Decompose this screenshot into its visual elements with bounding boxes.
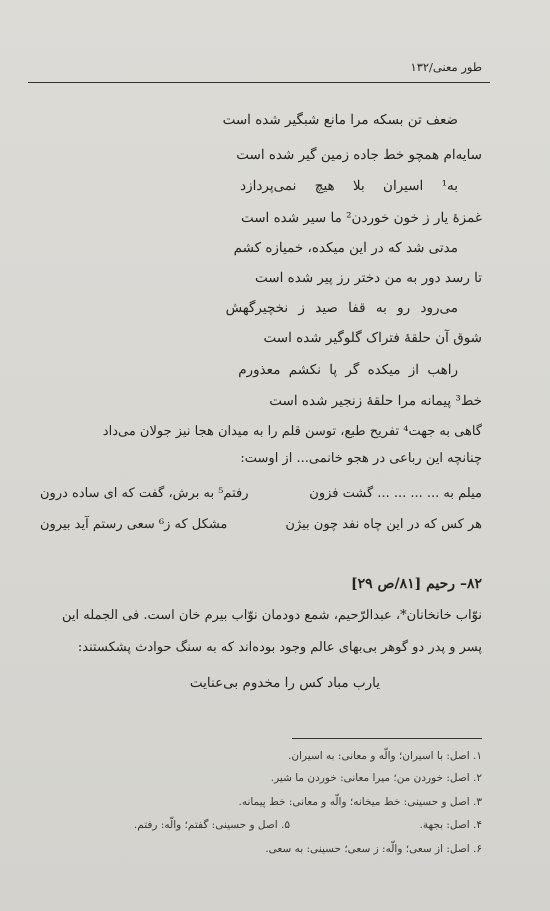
verse-line: سایه‌ام همچو خط جاده زمین گیر شده است — [236, 147, 482, 163]
footnote: ۱. اصل: با اسیران؛ والّه و معانی: به اسیران. — [288, 750, 482, 762]
footnote: ۶. اصل: از سعی؛ والّه: ز سعی؛ حسینی: به سعی. — [265, 843, 482, 855]
running-header: طور معنی/۱۳۲ — [410, 60, 482, 74]
verse-line: به¹ اسیران بلا هیچ نمی‌پردازد — [240, 178, 458, 194]
verse-line: مدتی شد که در این میکده، خمیازه کشم — [233, 240, 458, 256]
footnote: ۳. اصل و حسینی: خط میخانه؛ والّه و معانی: خط پیمانه. — [238, 796, 482, 808]
section-verse-line: یارب مباد کس را مخدوم بی‌عنایت — [189, 675, 380, 691]
rubai-hemistich: هر کس که در این چاه نفد چون بیژن — [285, 517, 482, 532]
footnote: ۵. اصل و حسینی: گفتم؛ والّه: رفتم. — [133, 819, 290, 831]
prose-line: چنانچه این رباعی در هجو خانمی... از اوست: — [240, 451, 482, 466]
section-body-line: پسر و پدر دو گوهر بی‌بهای عالم وجود بوده‌اند که به سنگ حوادث پشکستند: — [77, 640, 482, 655]
prose-line: گاهی به جهت⁴ تفریح طبع، توسن قلم را به میدان هجا نیز جولان می‌داد — [102, 424, 482, 439]
verse-line: غمزهٔ یار ز خون خوردن² ما سیر شده است — [240, 210, 482, 226]
verse-line: ضعف تن بسکه مرا مانع شبگیر شده است — [222, 112, 458, 128]
rubai-hemistich: مشکل که ز⁶ سعی رستم آید بیرون — [40, 517, 228, 532]
footnote-rule — [292, 738, 482, 739]
footnote: ۲. اصل: خوردن من؛ میرا معانی: خوردن ما شیر. — [270, 772, 482, 784]
header-rule — [28, 82, 490, 83]
section-heading: ۸۲– رحیم [۸۱/ص ۲۹] — [350, 576, 482, 592]
rubai-hemistich: میلم به ... ... ... ... گشت فزون — [309, 486, 482, 501]
verse-line: خط³ پیمانه مرا حلقهٔ زنجیر شده است — [269, 393, 482, 409]
verse-line: می‌رود رو به قفا صید ز نخچیرگهش — [225, 300, 458, 316]
verse-line: شوق آن حلقهٔ فتراک گلوگیر شده است — [263, 330, 482, 346]
verse-line: راهب از میکده گر پا نکشم معذورم — [238, 362, 458, 378]
verse-line: تا رسد دور به من دختر رز پیر شده است — [255, 270, 482, 286]
rubai-hemistich: رفتم⁵ به برش، گفت که ای ساده درون — [40, 486, 249, 501]
footnote: ۴. اصل: بجهة. — [419, 819, 482, 831]
section-body-line: نوّاب خانخانان*، عبدالرّحیم، شمع دودمان نوّاب بیرم خان است. فی الجمله این — [62, 608, 482, 623]
